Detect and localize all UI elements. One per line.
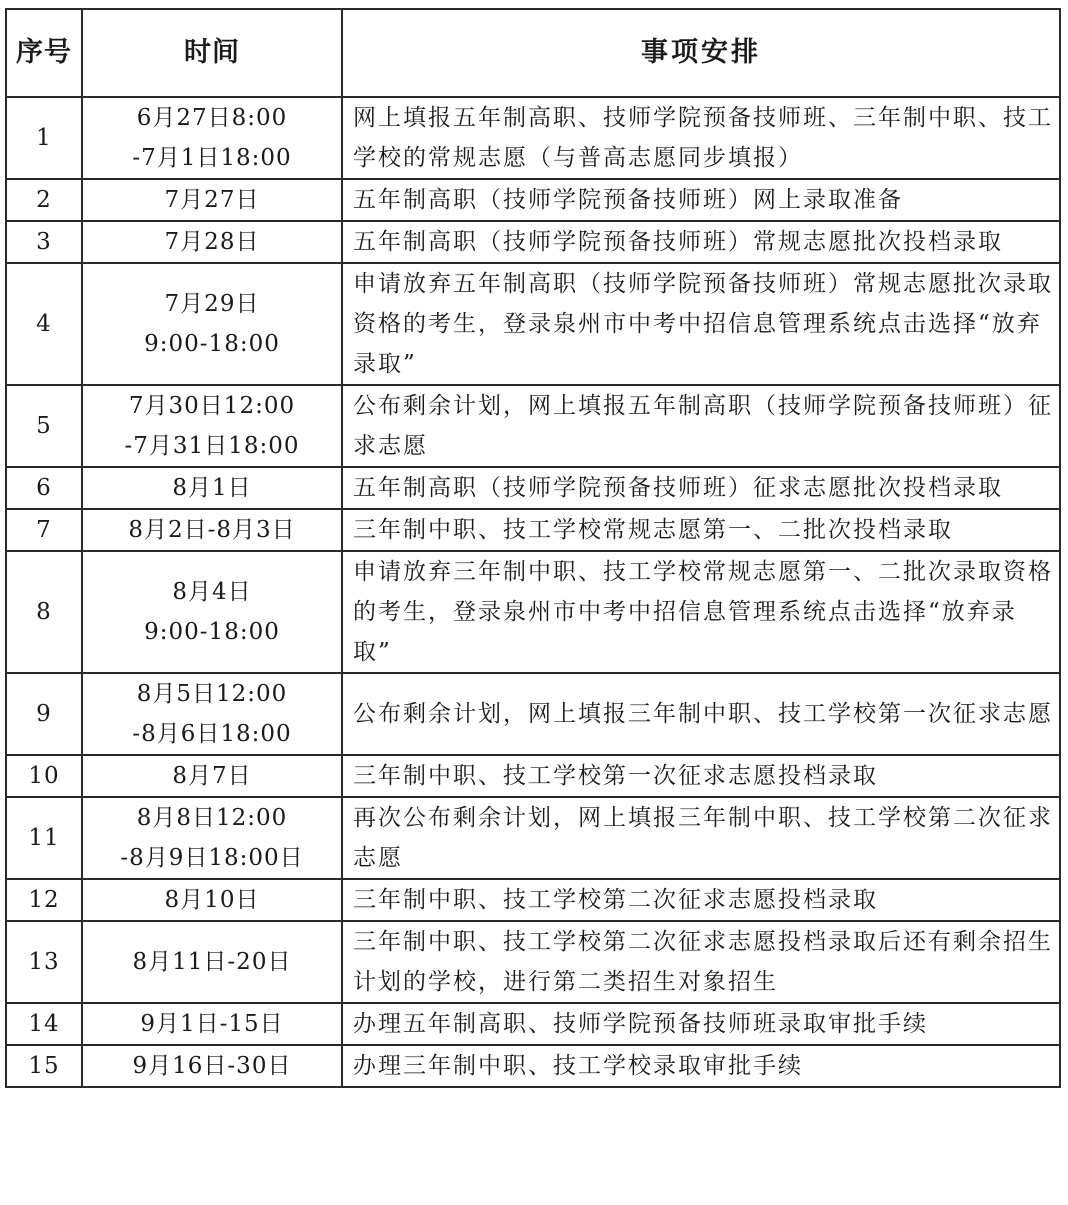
row-no: 14 [6, 1003, 82, 1045]
row-time [82, 509, 342, 551]
row-item: 三年制中职、技工学校常规志愿第一、二批次投档录取 [342, 509, 1060, 551]
row-item: 申请放弃三年制中职、技工学校常规志愿第一、二批次录取资格的考生，登录泉州市中考中招信息管理系统点击选择“放弃录取” [342, 551, 1060, 673]
header-time: 时间 [82, 9, 342, 97]
table-row [6, 797, 1060, 879]
row-item: 办理三年制中职、技工学校录取审批手续 [342, 1045, 1060, 1087]
row-time [82, 879, 342, 921]
row-no: 2 [6, 179, 82, 221]
header-item: 事项安排 [342, 9, 1060, 97]
row-item: 三年制中职、技工学校第二次征求志愿投档录取 [342, 879, 1060, 921]
time-line: 8月1日 [172, 475, 252, 501]
row-item: 公布剩余计划，网上填报五年制高职（技师学院预备技师班）征求志愿 [342, 385, 1060, 467]
row-time [82, 673, 342, 755]
row-no: 3 [6, 221, 82, 263]
row-no: 1 [6, 97, 82, 179]
row-item: 办理五年制高职、技师学院预备技师班录取审批手续 [342, 1003, 1060, 1045]
schedule-table [5, 8, 1061, 1088]
row-time [82, 467, 342, 509]
table-row [6, 879, 1060, 921]
time-line: 7月27日 [164, 187, 260, 213]
table-row [6, 551, 1060, 673]
time-line: 8月4日 [172, 579, 252, 605]
time-line: 9:00-18:00 [144, 619, 280, 645]
time-line: 6月27日8:00 [136, 105, 288, 131]
row-item: 三年制中职、技工学校第二次征求志愿投档录取后还有剩余招生计划的学校，进行第二类招生对象招生 [342, 921, 1060, 1003]
table-row [6, 1003, 1060, 1045]
table-row [6, 385, 1060, 467]
time-line: 9月1日-15日 [140, 1011, 284, 1037]
row-item: 三年制中职、技工学校第一次征求志愿投档录取 [342, 755, 1060, 797]
row-no: 13 [6, 921, 82, 1003]
table-row [6, 921, 1060, 1003]
row-time [82, 1003, 342, 1045]
time-line: 7月29日 [164, 291, 260, 317]
row-item: 五年制高职（技师学院预备技师班）常规志愿批次投档录取 [342, 221, 1060, 263]
row-no: 9 [6, 673, 82, 755]
time-line: -8月9日18:00日 [120, 845, 304, 871]
row-time [82, 385, 342, 467]
row-no: 5 [6, 385, 82, 467]
table-row [6, 755, 1060, 797]
row-item: 再次公布剩余计划，网上填报三年制中职、技工学校第二次征求志愿 [342, 797, 1060, 879]
row-time [82, 797, 342, 879]
row-time [82, 97, 342, 179]
row-no: 10 [6, 755, 82, 797]
time-line: 8月8日12:00 [136, 805, 288, 831]
header-row [6, 9, 1060, 97]
table-row [6, 673, 1060, 755]
time-line: -8月6日18:00 [132, 721, 292, 747]
table-row [6, 221, 1060, 263]
row-no: 4 [6, 263, 82, 385]
row-item: 五年制高职（技师学院预备技师班）网上录取准备 [342, 179, 1060, 221]
table-row [6, 97, 1060, 179]
time-line: 9:00-18:00 [144, 331, 280, 357]
row-item: 网上填报五年制高职、技师学院预备技师班、三年制中职、技工学校的常规志愿（与普高志愿同步填报） [342, 97, 1060, 179]
time-line: 8月10日 [164, 887, 260, 913]
time-line: -7月31日18:00 [124, 433, 300, 459]
table-row [6, 509, 1060, 551]
row-no: 6 [6, 467, 82, 509]
time-line: 7月30日12:00 [128, 393, 296, 419]
row-item: 申请放弃五年制高职（技师学院预备技师班）常规志愿批次录取资格的考生，登录泉州市中考中招信息管理系统点击选择“放弃录取” [342, 263, 1060, 385]
row-time [82, 221, 342, 263]
row-no: 7 [6, 509, 82, 551]
row-time [82, 921, 342, 1003]
table-row [6, 467, 1060, 509]
time-line: 8月2日-8月3日 [128, 517, 296, 543]
row-time [82, 263, 342, 385]
row-time [82, 755, 342, 797]
row-no: 8 [6, 551, 82, 673]
row-time [82, 551, 342, 673]
table-row [6, 263, 1060, 385]
row-item: 五年制高职（技师学院预备技师班）征求志愿批次投档录取 [342, 467, 1060, 509]
table-row [6, 179, 1060, 221]
time-line: 8月7日 [172, 763, 252, 789]
time-line: 8月11日-20日 [132, 949, 292, 975]
row-time [82, 1045, 342, 1087]
time-line: 7月28日 [164, 229, 260, 255]
time-line: 8月5日12:00 [136, 681, 288, 707]
row-no: 11 [6, 797, 82, 879]
table-row [6, 1045, 1060, 1087]
row-no: 12 [6, 879, 82, 921]
header-no: 序号 [6, 9, 82, 97]
row-item: 公布剩余计划，网上填报三年制中职、技工学校第一次征求志愿 [342, 673, 1060, 755]
row-no: 15 [6, 1045, 82, 1087]
row-time [82, 179, 342, 221]
time-line: 9月16日-30日 [132, 1053, 292, 1079]
time-line: -7月1日18:00 [132, 145, 292, 171]
